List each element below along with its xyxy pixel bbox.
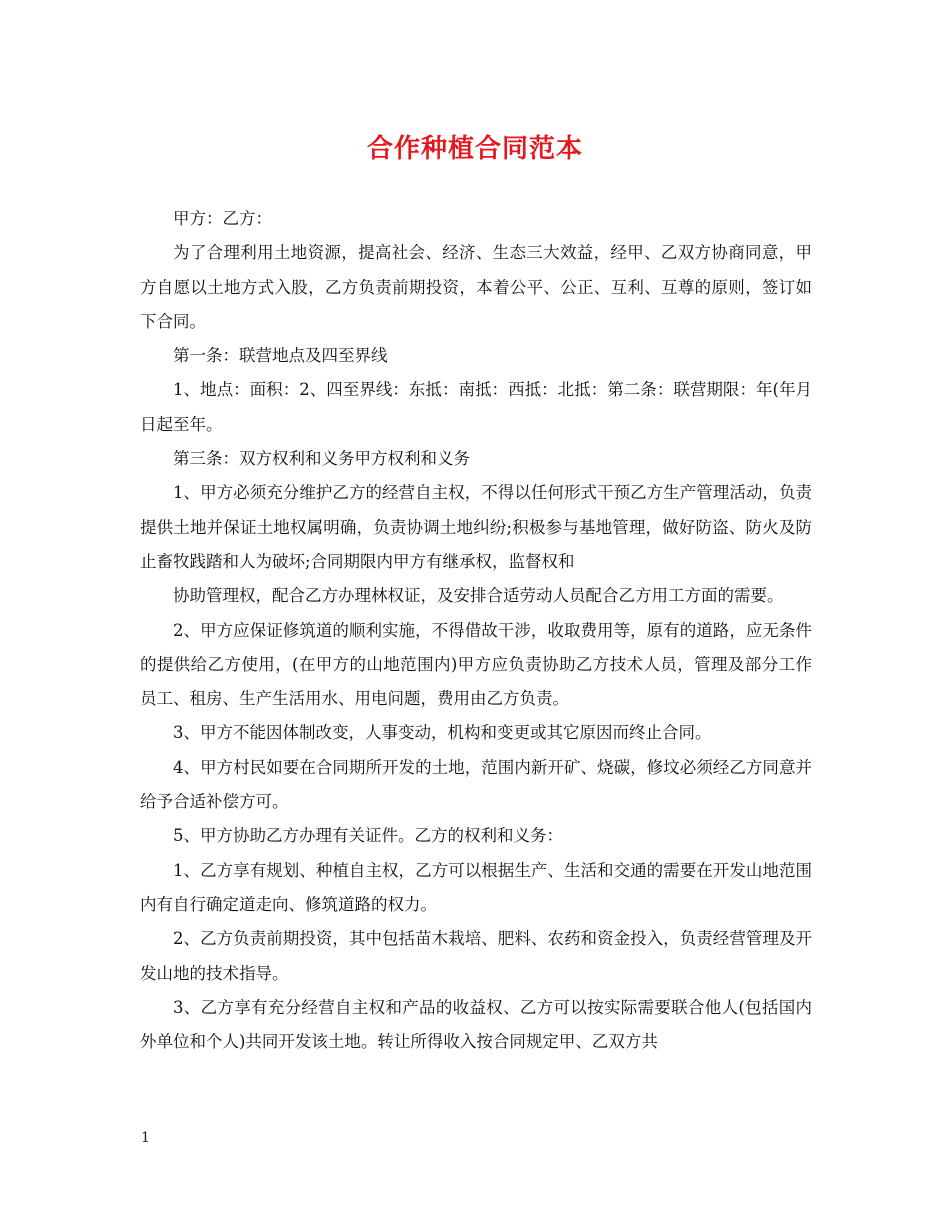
paragraph-party-b-item-3: 3、乙方享有充分经营自主权和产品的收益权、乙方可以按实际需要联合他人(包括国内外单位和个人)共同开发该土地。转让所得收入按合同规定甲、乙双方共 xyxy=(140,997,812,1052)
paragraph-party-a-item-3: 3、甲方不能因体制改变，人事变动，机构和变更或其它原因而终止合同。 xyxy=(173,723,712,743)
page-number: 1 xyxy=(141,1130,150,1146)
paragraph-party-a-item-1: 1、甲方必须充分维护乙方的经营自主权，不得以任何形式干预乙方生产管理活动，负责提供土地并保证土地权属明确，负责协调土地纠纷;积极参与基地管理，做好防盗、防火及防止畜牧践踏和人为破坏;合同期限内甲方有继承权，监督权和 xyxy=(140,483,812,571)
paragraph-party-a-item-4: 4、甲方村民如要在合同期所开发的土地，范围内新开矿、烧碳，修坟必须经乙方同意并给予合适补偿方可。 xyxy=(140,757,812,812)
paragraph-article-3-heading: 第三条：双方权利和义务甲方权利和义务 xyxy=(173,449,470,469)
paragraph-party-a-item-1-cont: 协助管理权，配合乙方办理林权证，及安排合适劳动人员配合乙方用工方面的需要。 xyxy=(173,586,784,606)
paragraph-party-b-item-2: 2、乙方负责前期投资，其中包括苗木栽培、肥料、农药和资金投入，负责经营管理及开发山地的技术指导。 xyxy=(140,929,812,983)
paragraph-article-1-heading: 第一条：联营地点及四至界线 xyxy=(173,346,388,366)
paragraph-location-term: 1、地点：面积：2、四至界线：东抵：南抵：西抵：北抵：第二条：联营期限：年(年月日起至年。 xyxy=(140,380,812,434)
paragraph-parties: 甲方：乙方： xyxy=(173,209,272,228)
paragraph-preamble: 为了合理利用土地资源，提高社会、经济、生态三大效益，经甲、乙双方协商同意，甲方自愿以土地方式入股，乙方负责前期投资，本着公平、公正、互利、互尊的原则，签订如下合同。 xyxy=(140,243,812,331)
paragraph-party-a-item-5: 5、甲方协助乙方办理有关证件。乙方的权利和义务： xyxy=(173,826,563,846)
paragraph-party-b-item-1: 1、乙方享有规划、种植自主权，乙方可以根据生产、生活和交通的需要在开发山地范围内有自行确定道走向、修筑道路的权力。 xyxy=(140,860,812,914)
document-body xyxy=(140,202,812,1059)
document-title: 合作种植合同范本 xyxy=(366,134,583,164)
paragraph-party-a-item-2: 2、甲方应保证修筑道的顺利实施，不得借故干涉，收取费用等，原有的道路，应无条件的提供给乙方使用，(在甲方的山地范围内)甲方应负责协助乙方技术人员，管理及部分工作员工、租房、生产生活用水、用电问题，费用由乙方负责。 xyxy=(140,620,812,709)
